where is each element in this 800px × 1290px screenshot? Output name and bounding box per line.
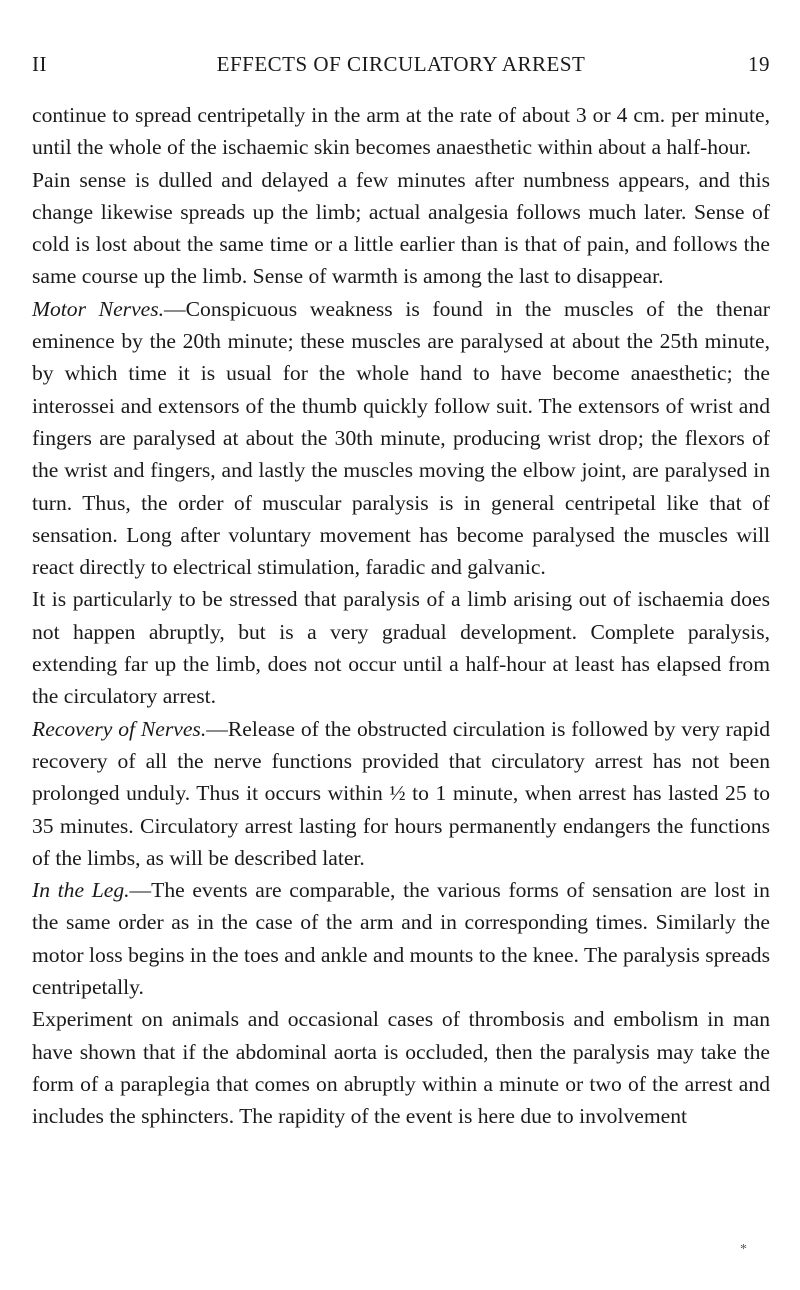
paragraph-text: —Release of the obstructed circulation is followed by very rapid recovery of all the nerve functions provided that circulatory arrest has not been prolonged unduly. Thus it occurs within	[32, 716, 770, 806]
fraction-half: ½	[389, 781, 406, 806]
section-heading-motor-nerves: Motor Nerves.	[32, 296, 165, 321]
paragraph-text: Pain sense is dulled and delayed a few minutes after numbness appears, and this change likewise spreads up the limb; actual analgesia follows much later. Sense of cold is lost about the same time or a little earlier than is that of pain, and follows the same course up the limb. Sense of warmth is among the last to disappear.	[32, 167, 770, 289]
paragraph-6	[32, 874, 770, 1003]
paragraph-2	[32, 164, 770, 293]
paragraph-text: to 1 minute, when arrest has lasted 25 to 35 minutes. Circulatory arrest lasting for hours permanently endangers the functions of the limbs, as will be described later.	[32, 781, 771, 870]
print-mark: *	[740, 1242, 747, 1257]
paragraph-7	[32, 1003, 770, 1132]
paragraph-text: continue to spread centripetally in the arm at the rate of about 3 or 4 cm. per minute, until the whole of the ischaemic skin becomes anaesthetic within about a half-hour.	[32, 103, 770, 160]
chapter-number: II	[32, 52, 47, 76]
section-heading-in-the-leg: In the Leg.	[32, 878, 130, 903]
paragraph-text: —The events are comparable, the various forms of sensation are lost in the same order as in the case of the arm and in corresponding times. Similarly the motor loss begins in the toes and ankle and mounts to the knee. The paralysis spreads centripetally.	[32, 878, 770, 1000]
paragraph-1	[32, 99, 770, 164]
page-number: 19	[748, 52, 770, 76]
paragraph-text: —Conspicuous weakness is found in the muscles of the thenar eminence by the 20th minute; these muscles are paralysed at about the 25th minute, by which time it is usual for the whole hand to have become anaesthetic; the interossei and extensors of the thumb quickly follow suit. The extensors of wrist and fingers are paralysed at about the 30th minute, producing wrist drop; the flexors of the wrist and fingers, and lastly the muscles moving the elbow joint, are paralysed in turn. Thus, the order of muscular paralysis is in general centripetal like that of sensation. Long after voluntary movement has become paralysed the muscles will react directly to electrical stimulation, faradic and galvanic.	[32, 296, 770, 580]
section-heading-recovery-of-nerves: Recovery of Nerves.	[32, 716, 207, 741]
paragraph-3	[32, 293, 770, 584]
paragraph-5	[32, 713, 770, 874]
paragraph-4	[32, 583, 770, 712]
paragraph-text: Experiment on animals and occasional cases of thrombosis and embolism in man have shown that if the abdominal aorta is occluded, then the paralysis may take the form of a paraplegia that comes on abruptly within a minute or two of the arrest and includes the sphincters. The rapidity of the event is here due to involvement	[32, 1007, 770, 1129]
running-header	[32, 52, 770, 77]
paragraph-text: It is particularly to be stressed that paralysis of a limb arising out of ischaemia does not happen abruptly, but is a very gradual development. Complete paralysis, extending far up the limb, does not occur until a half-hour at least has elapsed from the circulatory arrest.	[32, 587, 770, 709]
running-title: EFFECTS OF CIRCULATORY ARREST	[216, 52, 586, 76]
body-text	[32, 99, 770, 1133]
book-page	[32, 52, 770, 1133]
